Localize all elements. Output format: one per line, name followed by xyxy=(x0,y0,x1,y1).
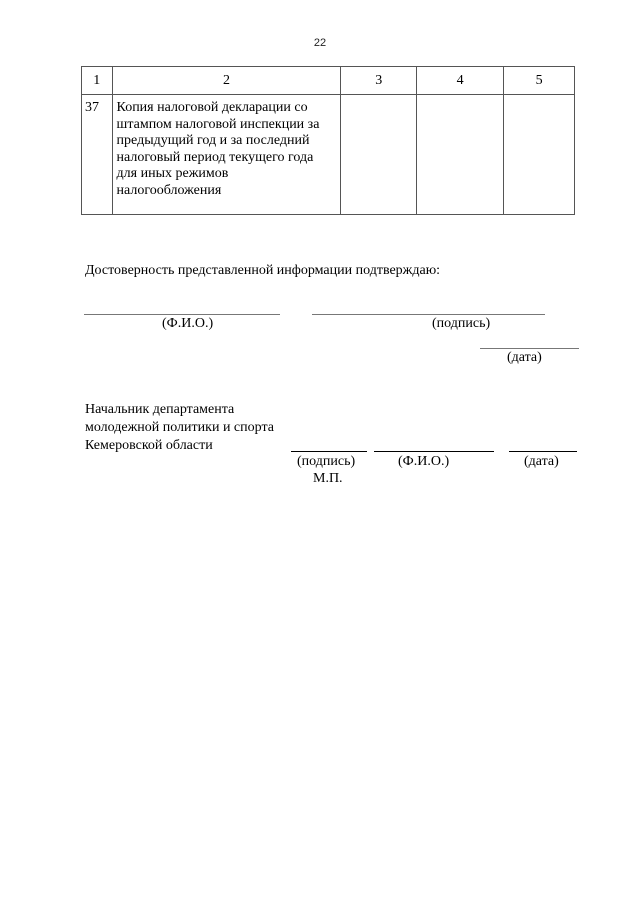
table-header-cell: 2 xyxy=(112,67,341,95)
document-table xyxy=(81,66,575,215)
official-signature-label: (подпись) xyxy=(297,454,356,469)
table-header-cell: 5 xyxy=(504,67,575,95)
date-label: (дата) xyxy=(507,350,542,365)
description-line: предыдущий год и за последний xyxy=(116,133,310,148)
description-line: налогообложения xyxy=(116,182,222,198)
fio-label: (Ф.И.О.) xyxy=(162,316,214,331)
table-header-cell: 3 xyxy=(341,67,417,95)
official-title-line: молодежной политики и спорта xyxy=(85,420,274,435)
date-line xyxy=(480,348,579,349)
official-title xyxy=(85,401,274,455)
description-line: для иных режимов xyxy=(116,166,229,181)
table-header-cell: 1 xyxy=(82,67,113,95)
description-line: Копия налоговой декларации со xyxy=(116,100,308,115)
table-header-row xyxy=(82,67,575,95)
official-title-line: Кемеровской области xyxy=(85,438,213,453)
description-line: налоговый период текущего года xyxy=(116,149,314,165)
row-col5-cell xyxy=(504,95,575,215)
official-signature-line xyxy=(291,451,367,452)
stamp-label: М.П. xyxy=(313,471,343,486)
signature-label: (подпись) xyxy=(432,316,491,331)
signature-line xyxy=(312,314,545,315)
official-title-line: Начальник департамента xyxy=(85,402,235,417)
table-row xyxy=(82,95,575,215)
official-date-line xyxy=(509,451,577,452)
row-number: 37 xyxy=(82,95,113,215)
page-number: 22 xyxy=(313,37,327,49)
row-col3-cell xyxy=(341,95,417,215)
fio-signature-line xyxy=(84,314,280,315)
row-col4-cell xyxy=(417,95,504,215)
official-date-label: (дата) xyxy=(524,454,559,469)
official-fio-line xyxy=(374,451,494,452)
table-header-cell: 4 xyxy=(417,67,504,95)
confirmation-text: Достоверность представленной информации подтверждаю: xyxy=(85,263,441,278)
row-description xyxy=(112,95,341,215)
description-line: штампом налоговой инспекции за xyxy=(116,116,320,132)
official-fio-label: (Ф.И.О.) xyxy=(398,454,450,469)
